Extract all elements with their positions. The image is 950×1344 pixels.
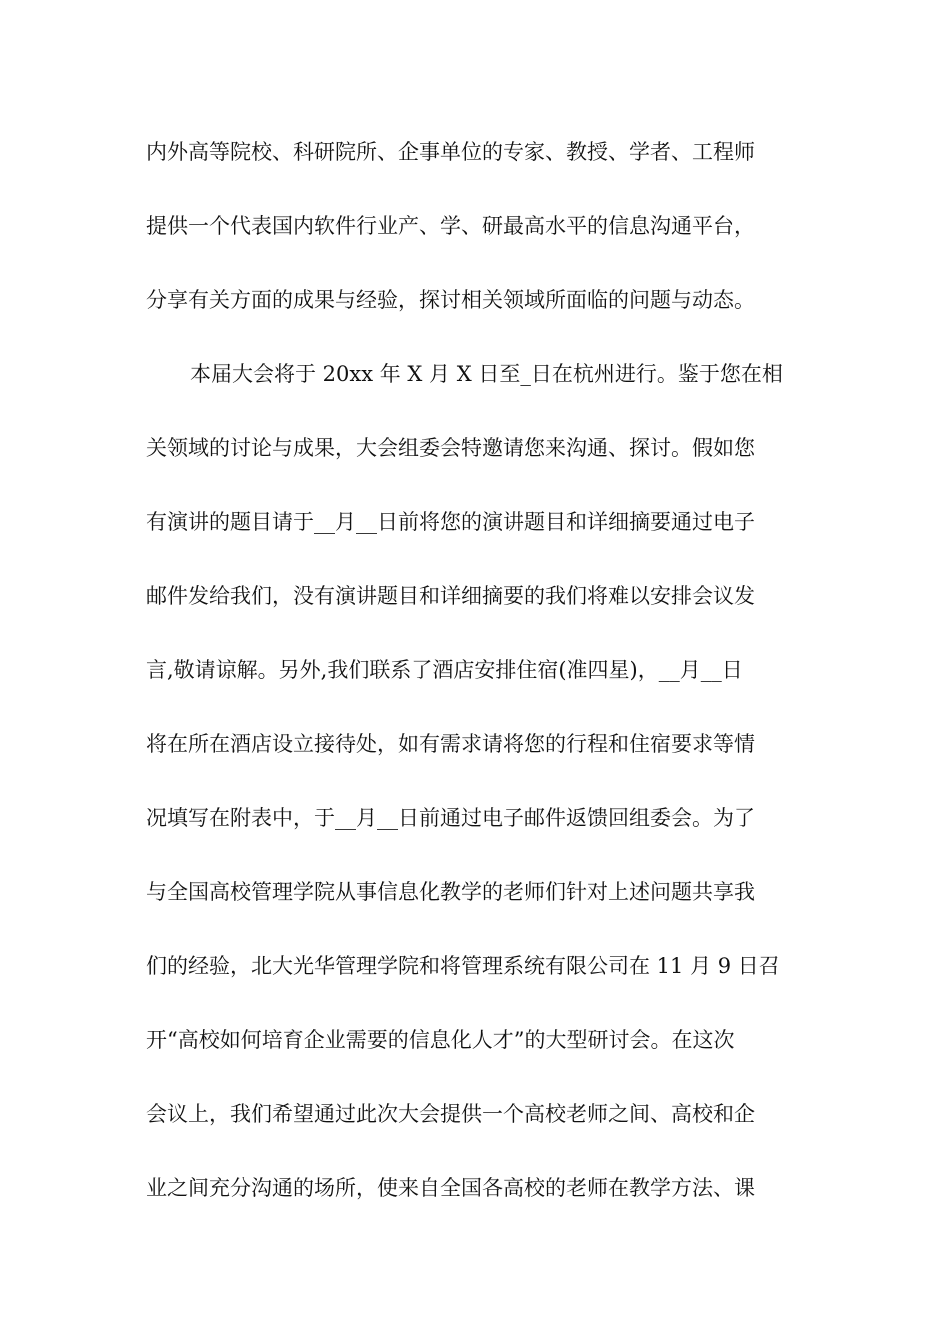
text-line: 将在所在酒店设立接待处，如有需求请将您的行程和住宿要求等情: [146, 732, 755, 756]
text-line: 内外高等院校、科研院所、企事单位的专家、教授、学者、工程师: [146, 140, 755, 164]
text-line: 分享有关方面的成果与经验，探讨相关领域所面临的问题与动态。: [146, 288, 755, 312]
text-line: 况填写在附表中，于__月__日前通过电子邮件返馈回组委会。为了: [146, 806, 755, 830]
text-line: 会议上，我们希望通过此次大会提供一个高校老师之间、高校和企: [146, 1102, 755, 1126]
text-line: 们的经验，北大光华管理学院和将管理系统有限公司在 11 月 9 日召: [146, 954, 780, 978]
text-line: 业之间充分沟通的场所，使来自全国各高校的老师在教学方法、课: [146, 1176, 755, 1200]
paragraph-start-line: 本届大会将于 20xx 年 X 月 X 日至_日在杭州进行。鉴于您在相: [190, 362, 783, 386]
text-line: 开“高校如何培育企业需要的信息化人才”的大型研讨会。在这次: [146, 1028, 735, 1052]
text-line: 与全国高校管理学院从事信息化教学的老师们针对上述问题共享我: [146, 880, 755, 904]
text-line: 邮件发给我们，没有演讲题目和详细摘要的我们将难以安排会议发: [146, 584, 755, 608]
body-text: [146, 127, 806, 1237]
text-line: 言,敬请谅解。另外,我们联系了酒店安排住宿(准四星)，__月__日: [146, 658, 743, 682]
text-line: 提供一个代表国内软件行业产、学、研最高水平的信息沟通平台，: [146, 214, 755, 238]
text-line: 关领域的讨论与成果，大会组委会特邀请您来沟通、探讨。假如您: [146, 436, 755, 460]
text-line: 有演讲的题目请于__月__日前将您的演讲题目和详细摘要通过电子: [146, 510, 755, 534]
